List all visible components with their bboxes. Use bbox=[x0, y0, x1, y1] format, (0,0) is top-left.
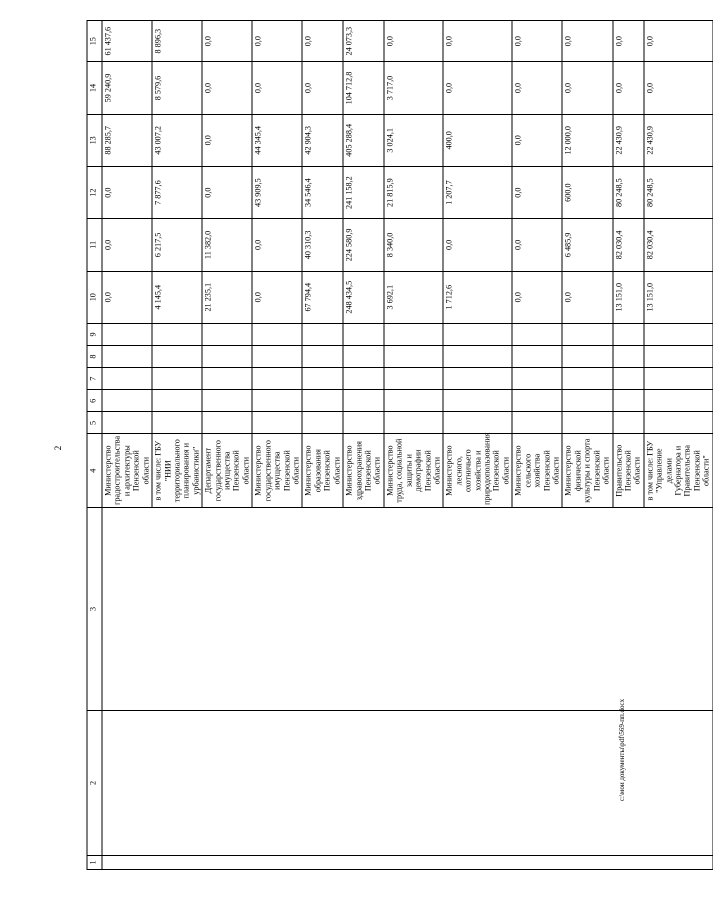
value-cell-c13: 400,0 bbox=[443, 114, 512, 166]
empty-cell-col-6 bbox=[152, 390, 202, 412]
value-cell-c11: 6 217,5 bbox=[152, 219, 202, 271]
column-header-8: 8 bbox=[87, 345, 102, 367]
value-cell-c15: 8 896,3 bbox=[152, 21, 202, 62]
empty-cell-col-5 bbox=[512, 412, 562, 434]
empty-cell-col-8 bbox=[644, 345, 713, 367]
merged-cell-col-3 bbox=[102, 507, 713, 710]
empty-cell-col-9 bbox=[102, 323, 152, 345]
value-cell-c14: 0,0 bbox=[613, 62, 644, 114]
empty-cell-col-7 bbox=[152, 368, 202, 390]
value-cell-c10: 21 235,1 bbox=[202, 271, 252, 323]
column-header-6: 6 bbox=[87, 390, 102, 412]
value-cell-c12: 600,0 bbox=[562, 166, 612, 218]
row-label: в том числе: ГБУ "НИИ территориального планирования и урбанистики" bbox=[152, 434, 202, 507]
row-label: Министерство труда, социальной защиты и демографии Пензенской области bbox=[384, 434, 444, 507]
empty-cell-col-5 bbox=[152, 412, 202, 434]
value-cell-c15: 0,0 bbox=[512, 21, 562, 62]
value-cell-c15: 0,0 bbox=[252, 21, 302, 62]
value-cell-c15: 0,0 bbox=[443, 21, 512, 62]
empty-cell-col-8 bbox=[562, 345, 612, 367]
empty-cell-col-6 bbox=[102, 390, 152, 412]
value-cell-c11: 0,0 bbox=[512, 219, 562, 271]
value-cell-c13: 42 904,3 bbox=[302, 114, 343, 166]
empty-cell-col-9 bbox=[343, 323, 384, 345]
column-header-13: 13 bbox=[87, 114, 102, 166]
footer-file-path: c:\мои документы\pdf\569-пп.docx bbox=[618, 698, 626, 802]
value-cell-c12: 241 158,2 bbox=[343, 166, 384, 218]
value-cell-c10: 0,0 bbox=[252, 271, 302, 323]
value-cell-c12: 1 207,7 bbox=[443, 166, 512, 218]
empty-cell-col-7 bbox=[384, 368, 444, 390]
value-cell-c11: 6 485,9 bbox=[562, 219, 612, 271]
empty-cell-col-5 bbox=[343, 412, 384, 434]
empty-cell-col-6 bbox=[512, 390, 562, 412]
empty-cell-col-7 bbox=[202, 368, 252, 390]
value-cell-c14: 0,0 bbox=[443, 62, 512, 114]
column-header-4: 4 bbox=[87, 434, 102, 507]
value-cell-c12: 43 909,5 bbox=[252, 166, 302, 218]
value-cell-c11: 224 580,9 bbox=[343, 219, 384, 271]
value-cell-c12: 7 877,6 bbox=[152, 166, 202, 218]
row-label: Министерство здравоохранения Пензенской области bbox=[343, 434, 384, 507]
value-cell-c11: 0,0 bbox=[252, 219, 302, 271]
empty-cell-col-9 bbox=[644, 323, 713, 345]
value-cell-c12: 80 248,5 bbox=[644, 166, 713, 218]
empty-cell-col-9 bbox=[152, 323, 202, 345]
value-cell-c13: 22 430,9 bbox=[644, 114, 713, 166]
empty-cell-col-9 bbox=[512, 323, 562, 345]
page-number: 2 bbox=[53, 445, 63, 451]
value-cell-c13: 88 285,7 bbox=[102, 114, 152, 166]
empty-cell-col-6 bbox=[443, 390, 512, 412]
empty-cell-col-8 bbox=[343, 345, 384, 367]
value-cell-c11: 82 030,4 bbox=[644, 219, 713, 271]
value-cell-c12: 34 546,4 bbox=[302, 166, 343, 218]
empty-cell-col-7 bbox=[512, 368, 562, 390]
empty-cell-col-9 bbox=[613, 323, 644, 345]
row-label: Министерство физической культуры и спорта Пензенской области bbox=[562, 434, 612, 507]
empty-cell-col-9 bbox=[202, 323, 252, 345]
value-cell-c12: 0,0 bbox=[102, 166, 152, 218]
value-cell-c11: 0,0 bbox=[102, 219, 152, 271]
empty-cell-col-8 bbox=[613, 345, 644, 367]
value-cell-c10: 0,0 bbox=[512, 271, 562, 323]
value-cell-c13: 44 345,4 bbox=[252, 114, 302, 166]
value-cell-c10: 248 434,5 bbox=[343, 271, 384, 323]
row-label: Министерство сельского хозяйства Пензенской области bbox=[512, 434, 562, 507]
value-cell-c10: 0,0 bbox=[102, 271, 152, 323]
table-row bbox=[102, 21, 152, 870]
empty-cell-col-9 bbox=[562, 323, 612, 345]
row-label: в том числе: ГБУ "Управление делами Губернатора и Правительства Пензенской области" bbox=[644, 434, 713, 507]
value-cell-c15: 0,0 bbox=[613, 21, 644, 62]
value-cell-c10: 4 145,4 bbox=[152, 271, 202, 323]
column-header-10: 10 bbox=[87, 271, 102, 323]
empty-cell-col-5 bbox=[613, 412, 644, 434]
value-cell-c12: 0,0 bbox=[202, 166, 252, 218]
empty-cell-col-9 bbox=[443, 323, 512, 345]
value-cell-c14: 0,0 bbox=[512, 62, 562, 114]
empty-cell-col-8 bbox=[302, 345, 343, 367]
header-row bbox=[87, 21, 102, 870]
column-header-11: 11 bbox=[87, 219, 102, 271]
column-header-15: 15 bbox=[87, 21, 102, 62]
column-header-1: 1 bbox=[87, 855, 102, 869]
empty-cell-col-8 bbox=[512, 345, 562, 367]
column-header-3: 3 bbox=[87, 507, 102, 710]
value-cell-c10: 0,0 bbox=[562, 271, 612, 323]
value-cell-c15: 24 073,3 bbox=[343, 21, 384, 62]
value-cell-c14: 0,0 bbox=[644, 62, 713, 114]
empty-cell-col-5 bbox=[202, 412, 252, 434]
value-cell-c10: 67 794,4 bbox=[302, 271, 343, 323]
value-cell-c10: 13 151,0 bbox=[644, 271, 713, 323]
value-cell-c13: 0,0 bbox=[512, 114, 562, 166]
empty-cell-col-9 bbox=[384, 323, 444, 345]
row-label: Правительство Пензенской области bbox=[613, 434, 644, 507]
row-label: Министерство государственного имущества Пензенской области bbox=[252, 434, 302, 507]
value-cell-c10: 1 712,6 bbox=[443, 271, 512, 323]
empty-cell-col-6 bbox=[384, 390, 444, 412]
column-header-14: 14 bbox=[87, 62, 102, 114]
row-label: Министерство лесного, охотничьего хозяйства и природопользования Пензенской области bbox=[443, 434, 512, 507]
value-cell-c14: 3 717,0 bbox=[384, 62, 444, 114]
value-cell-c13: 43 007,2 bbox=[152, 114, 202, 166]
value-cell-c12: 0,0 bbox=[512, 166, 562, 218]
empty-cell-col-7 bbox=[102, 368, 152, 390]
empty-cell-col-7 bbox=[443, 368, 512, 390]
column-header-9: 9 bbox=[87, 323, 102, 345]
value-cell-c11: 11 382,0 bbox=[202, 219, 252, 271]
value-cell-c15: 0,0 bbox=[644, 21, 713, 62]
value-cell-c10: 13 151,0 bbox=[613, 271, 644, 323]
column-header-12: 12 bbox=[87, 166, 102, 218]
value-cell-c15: 0,0 bbox=[202, 21, 252, 62]
empty-cell-col-5 bbox=[102, 412, 152, 434]
value-cell-c12: 21 815,9 bbox=[384, 166, 444, 218]
empty-cell-col-6 bbox=[343, 390, 384, 412]
empty-cell-col-5 bbox=[644, 412, 713, 434]
value-cell-c12: 80 248,5 bbox=[613, 166, 644, 218]
row-label: Департамент государственного имущества Пензенской области bbox=[202, 434, 252, 507]
value-cell-c14: 0,0 bbox=[562, 62, 612, 114]
empty-cell-col-5 bbox=[302, 412, 343, 434]
value-cell-c15: 61 437,6 bbox=[102, 21, 152, 62]
empty-cell-col-6 bbox=[644, 390, 713, 412]
value-cell-c15: 0,0 bbox=[384, 21, 444, 62]
value-cell-c15: 0,0 bbox=[302, 21, 343, 62]
empty-cell-col-8 bbox=[102, 345, 152, 367]
value-cell-c10: 3 692,1 bbox=[384, 271, 444, 323]
empty-cell-col-7 bbox=[644, 368, 713, 390]
value-cell-c13: 0,0 bbox=[202, 114, 252, 166]
empty-cell-col-7 bbox=[343, 368, 384, 390]
row-label: Министерство градостроительства и архитектуры Пензенской области bbox=[102, 434, 152, 507]
value-cell-c14: 59 240,9 bbox=[102, 62, 152, 114]
empty-cell-col-9 bbox=[252, 323, 302, 345]
empty-cell-col-5 bbox=[384, 412, 444, 434]
row-label: Министерство образования Пензенской области bbox=[302, 434, 343, 507]
column-header-2: 2 bbox=[87, 711, 102, 856]
value-cell-c11: 40 310,3 bbox=[302, 219, 343, 271]
value-cell-c11: 82 030,4 bbox=[613, 219, 644, 271]
column-header-7: 7 bbox=[87, 368, 102, 390]
value-cell-c11: 8 340,0 bbox=[384, 219, 444, 271]
value-cell-c14: 8 579,6 bbox=[152, 62, 202, 114]
empty-cell-col-7 bbox=[302, 368, 343, 390]
empty-cell-col-8 bbox=[384, 345, 444, 367]
empty-cell-col-5 bbox=[562, 412, 612, 434]
value-cell-c13: 3 024,1 bbox=[384, 114, 444, 166]
value-cell-c14: 0,0 bbox=[202, 62, 252, 114]
empty-cell-col-8 bbox=[152, 345, 202, 367]
value-cell-c13: 22 430,9 bbox=[613, 114, 644, 166]
empty-cell-col-6 bbox=[613, 390, 644, 412]
empty-cell-col-8 bbox=[202, 345, 252, 367]
value-cell-c13: 405 288,4 bbox=[343, 114, 384, 166]
empty-cell-col-7 bbox=[613, 368, 644, 390]
value-cell-c13: 12 000,0 bbox=[562, 114, 612, 166]
empty-cell-col-6 bbox=[562, 390, 612, 412]
value-cell-c14: 0,0 bbox=[252, 62, 302, 114]
empty-cell-col-6 bbox=[202, 390, 252, 412]
merged-cell-col-1 bbox=[102, 855, 713, 869]
empty-cell-col-8 bbox=[252, 345, 302, 367]
value-cell-c11: 0,0 bbox=[443, 219, 512, 271]
empty-cell-col-6 bbox=[302, 390, 343, 412]
column-header-5: 5 bbox=[87, 412, 102, 434]
value-cell-c14: 104 712,8 bbox=[343, 62, 384, 114]
empty-cell-col-7 bbox=[562, 368, 612, 390]
empty-cell-col-8 bbox=[443, 345, 512, 367]
empty-cell-col-5 bbox=[443, 412, 512, 434]
empty-cell-col-6 bbox=[252, 390, 302, 412]
value-cell-c15: 0,0 bbox=[562, 21, 612, 62]
value-cell-c14: 0,0 bbox=[302, 62, 343, 114]
empty-cell-col-5 bbox=[252, 412, 302, 434]
empty-cell-col-7 bbox=[252, 368, 302, 390]
empty-cell-col-9 bbox=[302, 323, 343, 345]
